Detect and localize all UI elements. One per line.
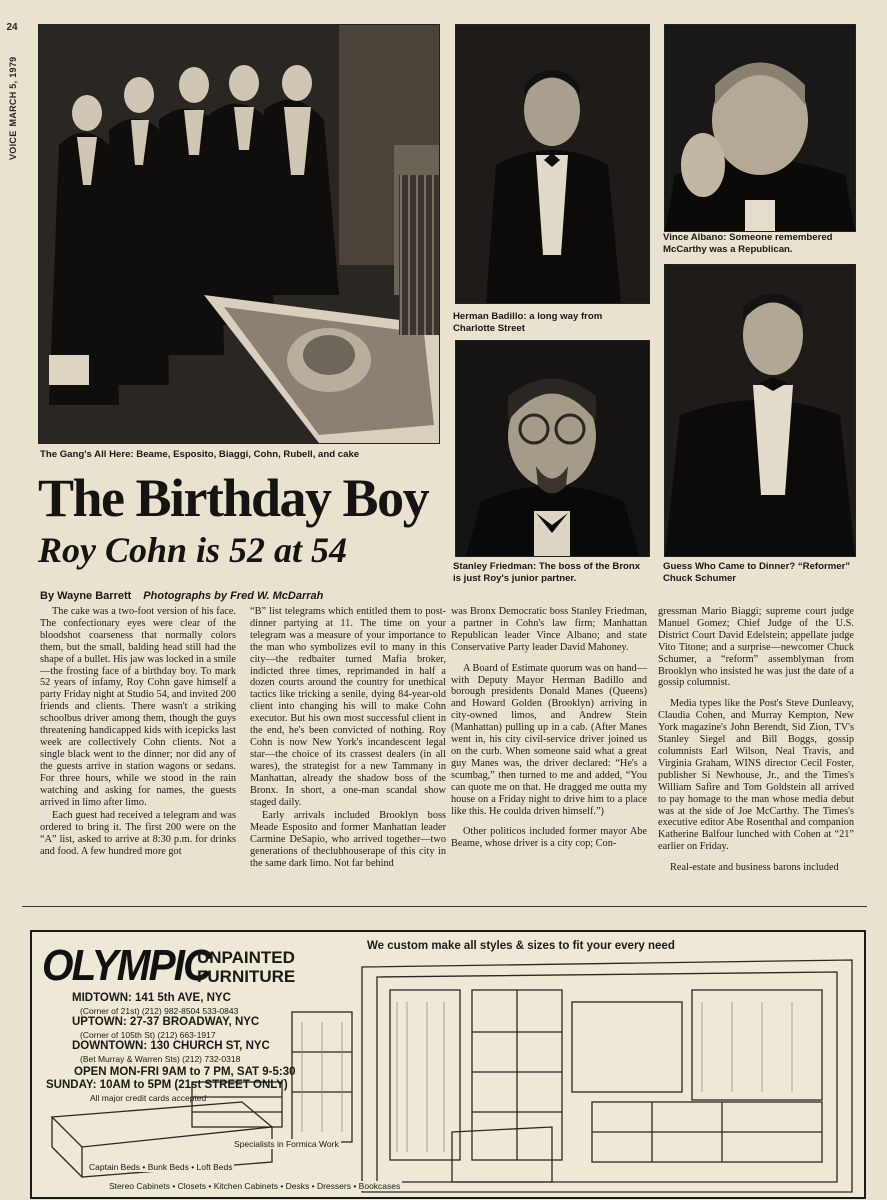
article-column-4 [658, 606, 854, 874]
ad-location-name: UPTOWN: 27-37 BROADWAY, NYC [72, 1016, 260, 1028]
article-paragraph: Other politicos included former mayor Abe Beame, whose driver is a city cop; Con- [451, 826, 647, 850]
ad-divider [22, 906, 867, 907]
ad-location-name: DOWNTOWN: 130 CHURCH ST, NYC [72, 1040, 270, 1052]
ad-items: Stereo Cabinets • Closets • Kitchen Cabinets • Desks • Dressers • Bookcases [109, 1181, 401, 1191]
friedman-photo-art [456, 341, 649, 556]
caption-group: The Gang's All Here: Beame, Esposito, Biaggi, Cohn, Rubell, and cake [40, 449, 360, 460]
article-column-1 [40, 606, 236, 858]
badillo-photo-art [456, 25, 649, 303]
ad-credit-cards: All major credit cards accepted [90, 1093, 207, 1103]
ad-sunday-hours: SUNDAY: 10AM to 5PM (21st STREET ONLY) [46, 1079, 288, 1091]
article-paragraph: gressman Mario Biaggi; supreme court judge Manuel Gomez; Chief Judge of the U.S. District Court David Edelstein; appellate judge Vito Titone; and a surprise—newcomer Chuck Schumer, a “reform” assemblyman from Brooklyn who insisted he was just the date of a gossip columnist. [658, 606, 854, 689]
photo-albano [664, 24, 856, 232]
article-paragraph: The cake was a two-foot version of his face. The confectionary eyes were clear of the bloodshot coarseness that normally colors them, but the small, balding head still had the shape of a bullet. His jaw was locked in a smile—the frosting face of a birthday boy. To mark 52 years of infamy, Roy Cohn gave himself a party Friday night at Studio 54, and invited 200 friends and clients. There wasn't a striking schoolbus driver among them, though the guys threatening handicapped kids with icepicks last week are collectively Cohn clients. Not a single black went to the dinner; nor did any of the guests arrive in station wagons or sedans. For three hours, while we stood in the rain watching and asking for names, the guests arrived in limo after limo. [40, 606, 236, 808]
author-credit: By Wayne Barrett [40, 590, 132, 602]
ad-specialists: Specialists in Formica Work [234, 1139, 339, 1149]
page-dateline [2, 22, 22, 202]
article-byline [40, 590, 460, 602]
olympic-logo: OLYMPIC [42, 941, 211, 990]
article-column-3 [451, 606, 647, 850]
page-number: 24 [6, 22, 18, 33]
article-paragraph: Each guest had received a telegram and was ordered to bring it. The first 200 were on the “A” list, asked to arrive at 8:30 p.m. for drinks and food. A few hundred more got [40, 810, 236, 858]
caption-badillo: Herman Badillo: a long way from Charlotte Street [453, 311, 603, 334]
issue-date: MARCH 5, 1979 [8, 56, 18, 127]
article-column-2 [250, 606, 446, 870]
ad-brand-tagline [197, 948, 295, 986]
article-paragraph: Media types like the Post's Steve Dunleavy, Claudia Cohen, and Murray Kempton, New York magazine's John Berendt, Sid Zion, TV's Stanley Siegel and Bill Boggs, gossip columnists Earl Wilson, Neal Travis, and Virginia Graham, WINS director Cecil Foster, publisher Si Newhouse, Jr., and the Times's William Safire and Tom Goldstein all arrived to pay homage to the man whose media debut was at the side of Joe McCarthy. The Times's executive editor Abe Rosenthal and companion Katherine Balfour lunched with Cohen at “21” earlier on Friday. [658, 698, 854, 853]
ad-location-detail: (Corner of 105th St) (212) 663-1917 [80, 1030, 216, 1040]
ad-brand-line-1: UNPAINTED [197, 948, 295, 967]
photo-schumer [664, 264, 856, 557]
caption-friedman: Stanley Friedman: The boss of the Bronx is just Roy's junior partner. [453, 561, 641, 584]
photo-badillo [455, 24, 650, 304]
ad-beds: Captain Beds • Bunk Beds • Loft Beds [89, 1162, 233, 1172]
photo-group [38, 24, 440, 444]
ad-location-detail: (Corner of 21st) (212) 982-8504 533-0843 [80, 1006, 239, 1016]
article-paragraph: Real-estate and business barons included [670, 862, 839, 874]
ad-brand-line-2: FURNITURE [197, 967, 296, 986]
article-subhead: Roy Cohn is 52 at 54 [38, 530, 348, 570]
article-headline: The Birthday Boy [38, 468, 429, 528]
article-paragraph: was Bronx Democratic boss Stanley Friedman, a partner in Cohn's law firm; Manhattan Republican leader Vince Albano; and state Conservative Party leader David Mahoney. [451, 606, 647, 653]
schumer-photo-art [665, 265, 855, 556]
photo-friedman [455, 340, 650, 557]
olympic-furniture-ad [30, 930, 866, 1199]
group-photo-art [39, 25, 439, 443]
photo-credit: Photographs by Fred W. McDarrah [143, 590, 324, 602]
article-paragraph: A Board of Estimate quorum was on hand—with Deputy Mayor Herman Badillo and borough presidents Donald Manes (Queens) and Howard Golden (Brooklyn) arriving in city-owned limos, and Andrew Stein (Manhattan) pulling up in a cab. (After Manes went in, his city civil-service driver joined us on the curb. When someone said what a great guy Manes was, the driver declared: “He's a scumbag,” then turned to me and added, “You can quote me on that. He dragged me outta my house on a Friday night to drive him to a place like this. He coulda driven himself.”) [451, 662, 647, 817]
ad-location-name: MIDTOWN: 141 5th AVE, NYC [72, 992, 231, 1004]
ad-tagline: We custom make all styles & sizes to fit your every need [367, 940, 675, 952]
publication-name: VOICE [8, 130, 18, 160]
ad-location-detail: (Bet Murray & Warren Sts) (212) 732-0318 [80, 1054, 241, 1064]
albano-photo-art [665, 25, 855, 231]
ad-hours: OPEN MON-FRI 9AM to 7 PM, SAT 9-5:30 [74, 1066, 296, 1078]
caption-schumer: Guess Who Came to Dinner? “Reformer” Chuck Schumer [663, 561, 851, 584]
article-paragraph: Early arrivals included Brooklyn boss Meade Esposito and former Manhattan leader Carmine DeSapio, who arrived together—two generations of theclubhouserape of this city in the same dark limo. Not far behind [250, 810, 446, 870]
article-paragraph: “B” list telegrams which entitled them to post-dinner partying at 11. The time on your telegram was a measure of your importance to the man who symbolizes evil to many in this city—the redbaiter turned Mafia broker, indicted three times, reprimanded in half a dozen courts around the country for unethical tactics like tricking a senile, dying 84-year-old client into changing his will to make Cohn executor. But his own most successful client in the end, he's been convicted of nothing. Roy Cohn is now New York's incandescent legal star—the choice of its crassest dealers (in all wares), the strategist for a new Tammany in Manhattan, already the shadow boss of the Bronx. In short, a one-man scandal show staged daily. [250, 606, 446, 808]
issue-line [8, 50, 18, 160]
caption-albano: Vince Albano: Someone remembered McCarthy was a Republican. [663, 232, 833, 255]
